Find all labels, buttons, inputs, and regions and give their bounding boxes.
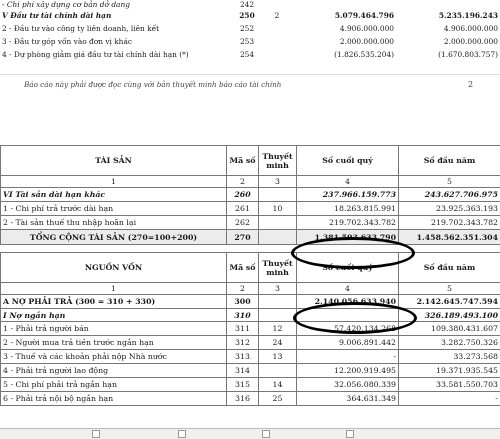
row-end: 219.702.343.782 bbox=[297, 216, 399, 230]
row-note bbox=[262, 0, 292, 9]
index-cell: 5 bbox=[399, 176, 500, 188]
row-end bbox=[292, 0, 396, 9]
previous-page-fragment bbox=[0, 0, 500, 110]
page-thumbnail-icon[interactable] bbox=[92, 430, 100, 438]
table-row bbox=[1, 216, 500, 230]
row-begin: 243.627.706.975 bbox=[399, 188, 500, 202]
row-end: 2.000.000.000 bbox=[292, 35, 396, 48]
row-note bbox=[262, 35, 292, 48]
row-end: 12.200.919.495 bbox=[297, 364, 399, 378]
row-label: 1 - Chi phí trả trước dài hạn bbox=[1, 202, 227, 216]
table-header bbox=[1, 146, 500, 176]
total-end: 1.381.593.633.790 bbox=[297, 230, 399, 245]
page-thumbnail-icon[interactable] bbox=[178, 430, 186, 438]
row-code: 315 bbox=[227, 378, 259, 392]
index-cell: 1 bbox=[1, 283, 227, 295]
row-begin: 2.142.645.747.594 bbox=[399, 295, 500, 309]
index-cell: 5 bbox=[399, 283, 500, 295]
row-note: 13 bbox=[259, 350, 297, 364]
header-note: Thuyết minh bbox=[259, 253, 297, 283]
balance-sheet-page bbox=[0, 145, 500, 438]
row-begin: 326.189.493.100 bbox=[399, 309, 500, 322]
row-note bbox=[262, 22, 292, 35]
row-note bbox=[259, 188, 297, 202]
row-begin: 109.380.431.607 bbox=[399, 322, 500, 336]
header-code: Mã số bbox=[227, 146, 259, 176]
table-row bbox=[1, 364, 500, 378]
row-code: 250 bbox=[232, 9, 262, 22]
table-row bbox=[1, 392, 500, 406]
row-label: VI Tài sản dài hạn khác bbox=[1, 188, 227, 202]
table-row bbox=[1, 336, 500, 350]
row-code: 311 bbox=[227, 322, 259, 336]
row-label: 2 - Tài sản thuế thu nhập hoãn lại bbox=[1, 216, 227, 230]
row-code: 300 bbox=[227, 295, 259, 309]
row-note bbox=[259, 309, 297, 322]
row-begin: 5.235.196.243 bbox=[396, 9, 500, 22]
header-note: Thuyết minh bbox=[259, 146, 297, 176]
row-end: 4.906.000.000 bbox=[292, 22, 396, 35]
row-note: 12 bbox=[259, 322, 297, 336]
row-begin: (1.670.803.757) bbox=[396, 48, 500, 61]
page-thumbnail-icon[interactable] bbox=[346, 430, 354, 438]
row-code: 314 bbox=[227, 364, 259, 378]
row-code: 242 bbox=[232, 0, 262, 9]
row-note bbox=[259, 295, 297, 309]
row-label: - Chi phí xây dựng cơ bản dở dang bbox=[0, 0, 232, 9]
row-note bbox=[262, 48, 292, 61]
index-cell: 4 bbox=[297, 283, 399, 295]
row-note: 14 bbox=[259, 378, 297, 392]
row-begin: 2.000.000.000 bbox=[396, 35, 500, 48]
row-note bbox=[259, 364, 297, 378]
row-note: 25 bbox=[259, 392, 297, 406]
row-begin: 4.906.000.000 bbox=[396, 22, 500, 35]
table-row bbox=[1, 378, 500, 392]
table-row bbox=[0, 22, 500, 35]
index-cell: 3 bbox=[259, 176, 297, 188]
row-begin: 19.371.935.545 bbox=[399, 364, 500, 378]
row-label: 3 - Thuế và các khoản phải nộp Nhà nước bbox=[1, 350, 227, 364]
row-begin: 23.925.363.193 bbox=[399, 202, 500, 216]
table-row bbox=[1, 309, 500, 322]
table-row bbox=[1, 188, 500, 202]
index-cell: 3 bbox=[259, 283, 297, 295]
row-begin: 3.282.750.326 bbox=[399, 336, 500, 350]
row-label: 1 - Phải trả người bán bbox=[1, 322, 227, 336]
index-row bbox=[1, 176, 500, 188]
header-equity: NGUỒN VỐN bbox=[1, 253, 227, 283]
row-end: 57.420.134.268 bbox=[297, 322, 399, 336]
page-thumbnail-icon[interactable] bbox=[262, 430, 270, 438]
row-code: 262 bbox=[227, 216, 259, 230]
table-row bbox=[1, 295, 500, 309]
assets-table bbox=[0, 145, 500, 245]
row-label: 4 - Dự phòng giảm giá đầu tư tài chính dài hạn (*) bbox=[0, 48, 232, 61]
row-end: 32.056.080.339 bbox=[297, 378, 399, 392]
row-end: 237.966.159.773 bbox=[297, 188, 399, 202]
total-code: 270 bbox=[227, 230, 259, 245]
row-end: - bbox=[297, 350, 399, 364]
table-header bbox=[1, 253, 500, 283]
row-code: 260 bbox=[227, 188, 259, 202]
index-cell: 4 bbox=[297, 176, 399, 188]
total-label: TỔNG CỘNG TÀI SẢN (270=100+200) bbox=[1, 230, 227, 245]
table-row bbox=[0, 48, 500, 61]
viewer-footer-bar bbox=[0, 428, 500, 439]
page-number: 2 bbox=[468, 80, 473, 89]
row-code: 310 bbox=[227, 309, 259, 322]
row-label: 6 - Phải trả nội bộ ngắn hạn bbox=[1, 392, 227, 406]
header-begin: Số đầu năm bbox=[399, 253, 500, 283]
header-code: Mã số bbox=[227, 253, 259, 283]
row-label: 5 - Chi phí phải trả ngắn hạn bbox=[1, 378, 227, 392]
row-note bbox=[259, 216, 297, 230]
table-row bbox=[0, 35, 500, 48]
row-end: 9.006.891.442 bbox=[297, 336, 399, 350]
header-begin: Số đầu năm bbox=[399, 146, 500, 176]
header-end: Số cuối quý bbox=[297, 253, 399, 283]
table-row bbox=[1, 322, 500, 336]
row-end: (1.826.535.204) bbox=[292, 48, 396, 61]
row-code: 254 bbox=[232, 48, 262, 61]
table-row bbox=[1, 202, 500, 216]
row-label: 2 - Người mua trả tiền trước ngắn hạn bbox=[1, 336, 227, 350]
table-row bbox=[0, 9, 500, 22]
row-label: I Nợ ngắn hạn bbox=[1, 309, 227, 322]
divider bbox=[0, 74, 500, 75]
index-cell: 2 bbox=[227, 176, 259, 188]
row-begin: 33.581.550.703 bbox=[399, 378, 500, 392]
row-code: 253 bbox=[232, 35, 262, 48]
total-begin: 1.458.562.351.304 bbox=[399, 230, 500, 245]
row-label: V Đầu tư tài chính dài hạn bbox=[0, 9, 232, 22]
row-label: A NỢ PHẢI TRẢ (300 = 310 + 330) bbox=[1, 295, 227, 309]
row-end bbox=[297, 309, 399, 322]
footnote: Báo cáo này phải được đọc cùng với bản thuyết minh báo cáo tài chính bbox=[24, 80, 281, 89]
row-end: 5.079.464.796 bbox=[292, 9, 396, 22]
row-label: 4 - Phải trả người lao động bbox=[1, 364, 227, 378]
row-label: 3 - Đầu tư góp vốn vào đơn vị khác bbox=[0, 35, 232, 48]
row-note: 24 bbox=[259, 336, 297, 350]
row-begin: 219.702.343.782 bbox=[399, 216, 500, 230]
index-row bbox=[1, 283, 500, 295]
row-end: 2.140.056.633.940 bbox=[297, 295, 399, 309]
index-cell: 1 bbox=[1, 176, 227, 188]
row-code: 316 bbox=[227, 392, 259, 406]
index-cell: 2 bbox=[227, 283, 259, 295]
total-note bbox=[259, 230, 297, 245]
row-begin: 33.273.568 bbox=[399, 350, 500, 364]
row-end: 364.631.349 bbox=[297, 392, 399, 406]
row-note: 10 bbox=[259, 202, 297, 216]
header-assets: TÀI SẢN bbox=[1, 146, 227, 176]
row-code: 313 bbox=[227, 350, 259, 364]
table-row bbox=[1, 350, 500, 364]
header-end: Số cuối quý bbox=[297, 146, 399, 176]
row-code: 252 bbox=[232, 22, 262, 35]
row-begin bbox=[396, 0, 500, 9]
row-code: 312 bbox=[227, 336, 259, 350]
row-end: 18.263.815.991 bbox=[297, 202, 399, 216]
equity-table bbox=[0, 252, 500, 406]
row-note: 2 bbox=[262, 9, 292, 22]
row-label: 2 - Đầu tư vào công ty liên doanh, liên kết bbox=[0, 22, 232, 35]
top-table bbox=[0, 0, 500, 61]
total-row bbox=[1, 230, 500, 245]
row-begin: - bbox=[399, 392, 500, 406]
table-row bbox=[0, 0, 500, 9]
row-code: 261 bbox=[227, 202, 259, 216]
